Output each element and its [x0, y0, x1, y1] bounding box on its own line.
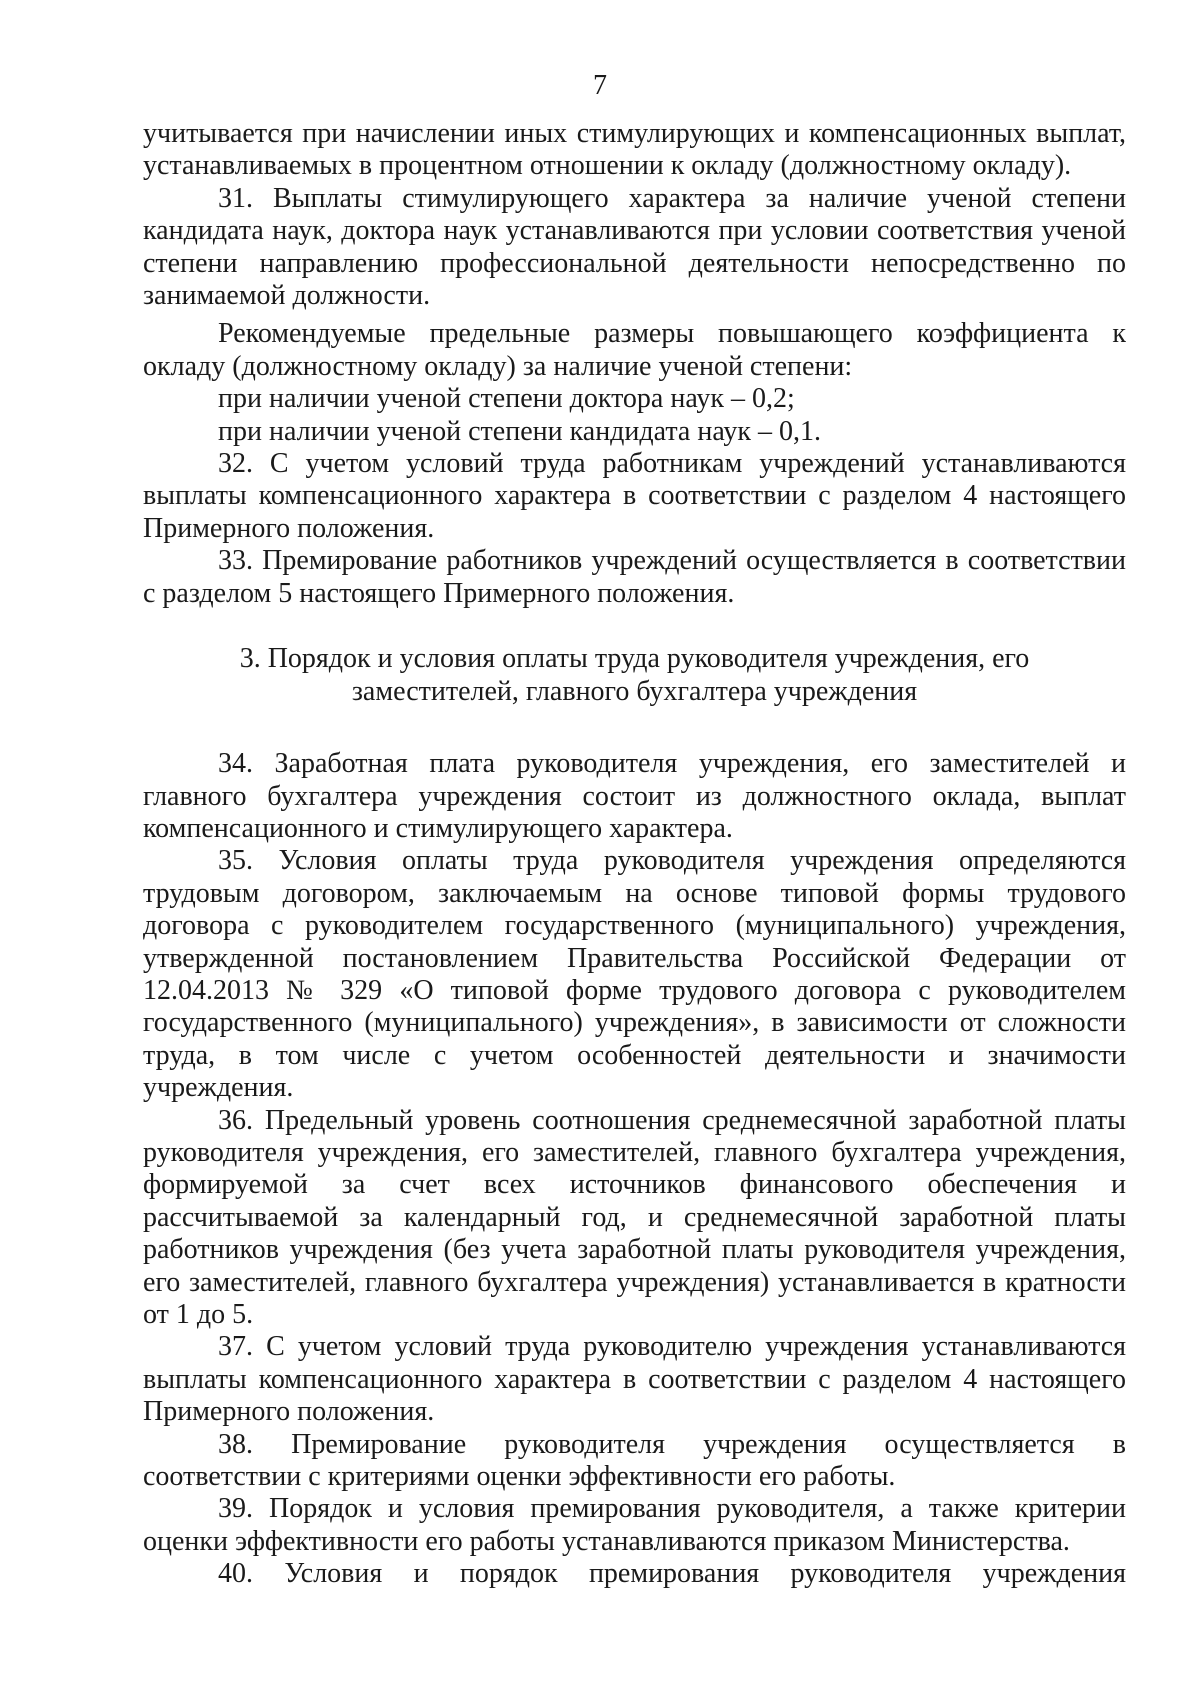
section-heading-line-2: заместителей, главного бухгалтера учреждения	[351, 676, 918, 708]
list-item-candidate-degree: при наличии ученой степени кандидата наук – 0,1.	[218, 415, 821, 447]
paragraph-38: 38. Премирование руководителя учреждения осуществляется в соответствии с критериями оценки эффективности его работы.	[143, 1428, 1126, 1493]
section-heading	[143, 642, 1126, 708]
paragraph-33: 33. Премирование работников учреждений осуществляется в соответствии с разделом 5 настоящего Примерного положения.	[143, 545, 1126, 609]
paragraph-35: 35. Условия оплаты труда руководителя учреждения определяются трудовым договором, заключаемым на основе типовой формы трудового договора с руководителем государственного (муниципального) учреждения, утвержденной постановлением Правительства Российской Федерации от 12.04.2013 № 329 «О типовой форме трудового договора с руководителем государственного (муниципального) учреждения», в зависимости от сложности труда, в том числе с учетом особенностей деятельности и значимости учреждения.	[143, 845, 1126, 1104]
paragraph-32: 32. С учетом условий труда работникам учреждений устанавливаются выплаты компенсационного характера в соответствии с разделом 4 настоящего Примерного положения.	[143, 448, 1126, 544]
page-number: 7	[593, 70, 607, 101]
paragraph-continuation: учитывается при начислении иных стимулирующих и компенсационных выплат, устанавливаемых в процентном отношении к окладу (должностному окладу).	[143, 118, 1126, 182]
section-heading-line-1: 3. Порядок и условия оплаты труда руководителя учреждения, его	[239, 643, 1030, 675]
list-item-doctor-degree: при наличии ученой степени доктора наук – 0,2;	[218, 383, 795, 415]
paragraph-31: 31. Выплаты стимулирующего характера за наличие ученой степени кандидата наук, доктора наук устанавливаются при условии соответствия ученой степени направлению профессиональной деятельности непосредственно по занимаемой должности.	[143, 182, 1126, 312]
paragraph-37: 37. С учетом условий труда руководителю учреждения устанавливаются выплаты компенсационного характера в соответствии с разделом 4 настоящего Примерного положения.	[143, 1331, 1126, 1428]
paragraph-34: 34. Заработная плата руководителя учреждения, его заместителей и главного бухгалтера учреждения состоит из должностного оклада, выплат компенсационного и стимулирующего характера.	[143, 748, 1126, 844]
paragraph-36: 36. Предельный уровень соотношения среднемесячной заработной платы руководителя учреждения, его заместителей, главного бухгалтера учреждения, формируемой за счет всех источников финансового обеспечения и рассчитываемой за календарный год, и среднемесячной заработной платы работников учреждения (без учета заработной платы руководителя учреждения, его заместителей, главного бухгалтера учреждения) устанавливается в кратности от 1 до 5.	[143, 1104, 1126, 1330]
paragraph-40: 40. Условия и порядок премирования руководителя учреждения	[218, 1558, 1126, 1590]
paragraph-recommended-coefficients: Рекомендуемые предельные размеры повышающего коэффициента к окладу (должностному окладу) за наличие ученой степени:	[143, 318, 1126, 382]
paragraph-39: 39. Порядок и условия премирования руководителя, а также критерии оценки эффективности его работы устанавливаются приказом Министерства.	[143, 1493, 1126, 1557]
document-body	[143, 118, 1126, 1591]
